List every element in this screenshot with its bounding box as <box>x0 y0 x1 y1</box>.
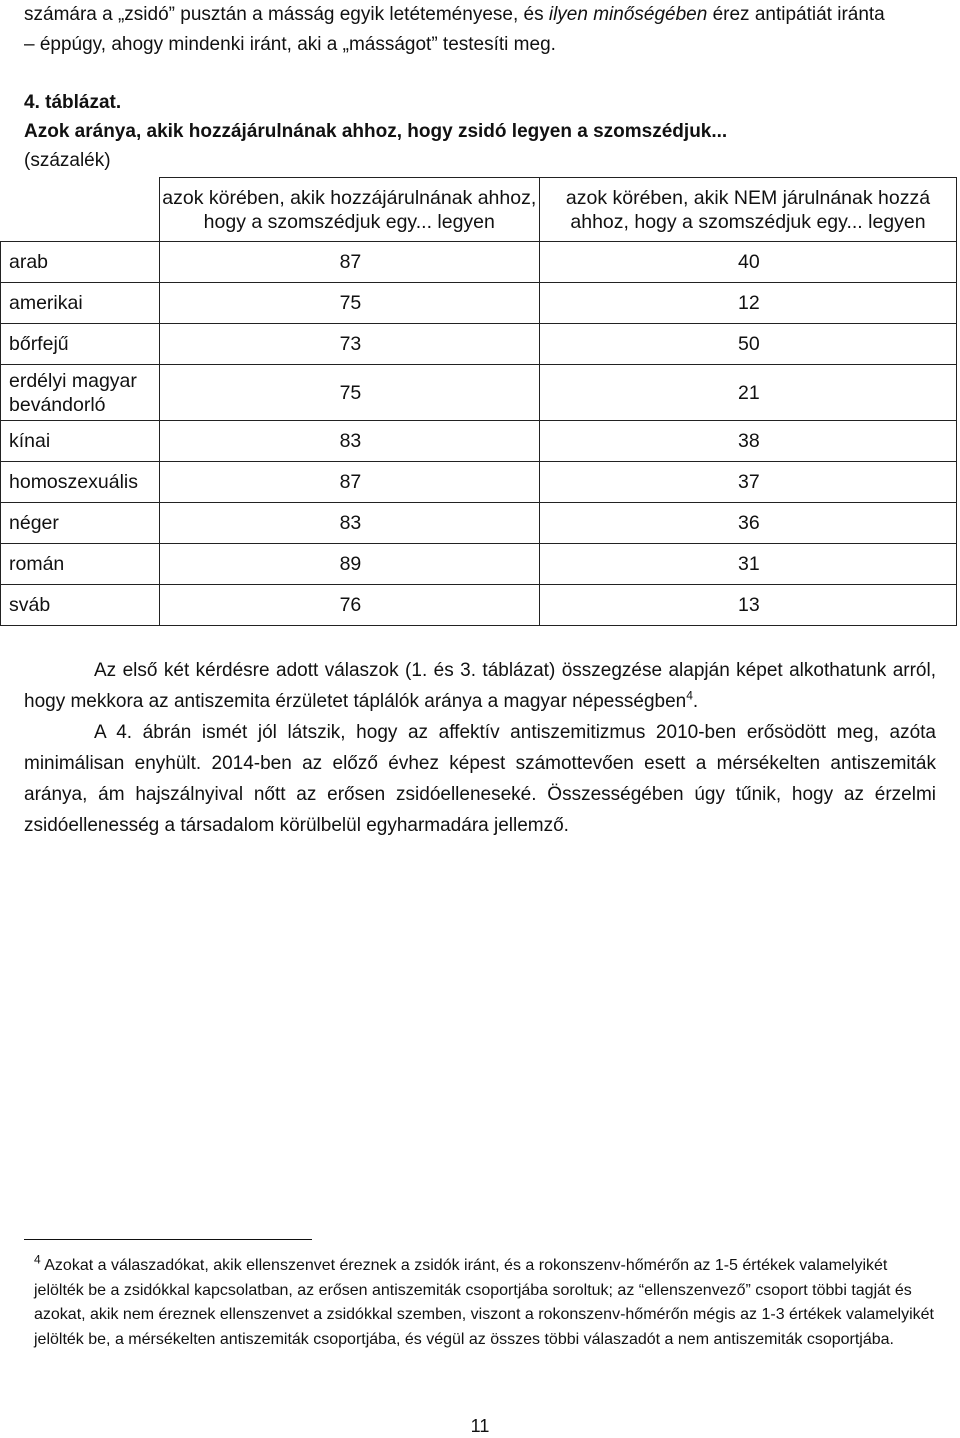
row-value-no: 21 <box>539 365 956 421</box>
intro-line-1-c: érez antipátiát iránta <box>707 4 885 25</box>
table-row <box>1 462 957 503</box>
table-row <box>1 365 957 421</box>
body-text <box>24 655 936 841</box>
paragraph-1 <box>24 655 936 717</box>
row-value-yes: 83 <box>159 503 539 544</box>
footnote-divider <box>24 1239 312 1240</box>
footnote <box>34 1254 934 1352</box>
row-value-no: 36 <box>539 503 956 544</box>
table-row <box>1 585 957 626</box>
table-number: 4. táblázat. <box>24 92 122 113</box>
intro-line-2: – éppúgy, ahogy mindenki iránt, aki a „másságot” testesíti meg. <box>24 34 556 55</box>
page-number: 11 <box>470 1416 490 1436</box>
row-label: homoszexuális <box>1 462 160 503</box>
intro-text <box>24 0 944 60</box>
intro-line-1-italic: ilyen minőségében <box>548 4 708 25</box>
row-value-yes: 89 <box>159 544 539 585</box>
row-label: kínai <box>1 421 160 462</box>
table-row <box>1 283 957 324</box>
row-value-no: 38 <box>539 421 956 462</box>
table-row <box>1 324 957 365</box>
row-value-yes: 83 <box>159 421 539 462</box>
table-row <box>1 544 957 585</box>
table-header-col1: azok körében, akik hozzájárulnának ahhoz, hogy a szomszédjuk egy... legyen <box>159 178 539 242</box>
paragraph-1-text: Az első két kérdésre adott válaszok (1. és 3. táblázat) összegzése alapján képet alkothatunk arról, hogy mekkora az antiszemita érzületet táplálók aránya a magyar népességben <box>24 660 936 712</box>
row-value-yes: 73 <box>159 324 539 365</box>
row-label: bőrfejű <box>1 324 160 365</box>
row-value-no: 50 <box>539 324 956 365</box>
row-value-yes: 75 <box>159 365 539 421</box>
table-row <box>1 242 957 283</box>
row-value-yes: 87 <box>159 462 539 503</box>
row-value-yes: 75 <box>159 283 539 324</box>
paragraph-1-end: . <box>692 691 699 712</box>
table-heading <box>24 88 727 175</box>
footnote-reference: 4 <box>686 688 693 703</box>
row-label: néger <box>1 503 160 544</box>
row-label: erdélyi magyar bevándorló <box>1 365 160 421</box>
intro-line-1-a: számára a „zsidó” pusztán a másság egyik letéteményese, és <box>24 4 549 25</box>
table-row <box>1 503 957 544</box>
row-value-no: 40 <box>539 242 956 283</box>
table-unit: (százalék) <box>24 150 111 171</box>
footnote-text: Azokat a válaszadókat, akik ellenszenvet éreznek a zsidók iránt, és a rokonszenv-hőmérőn az 1-5 értékek valamelyikét jelölték be a zsidókkal kapcsolatban, az erősen antiszemiták csoportjába soroltuk; az “ellenszenvező” csoport többi tagját és azokat, akik nem éreznek ellenszenvet a zsidókkal szemben, viszont a rokonszenv-hőmérőn mégis az 1-3 értékek valamelyikét jelölték be, a mérsékelten antiszemiták csoportjába, és végül az összes többi válaszadót a nem antiszemiták csoportjába. <box>34 1257 934 1348</box>
footnote-paragraph <box>34 1254 934 1352</box>
table-header-row <box>1 178 957 242</box>
data-table <box>0 177 957 626</box>
table-row <box>1 421 957 462</box>
table-header-empty <box>1 178 160 242</box>
row-value-no: 12 <box>539 283 956 324</box>
row-value-no: 31 <box>539 544 956 585</box>
row-value-no: 37 <box>539 462 956 503</box>
intro-line-1 <box>24 0 944 30</box>
paragraph-2: A 4. ábrán ismét jól látszik, hogy az affektív antiszemitizmus 2010-ben erősödött meg, azóta minimálisan enyhült. 2014-ben az előző évhez képest számottevően esett a mérsékelten antiszemiták aránya, ám hajszálnyival nőtt az erősen zsidóelleneseké. Összességében úgy tűnik, hogy az érzelmi zsidóellenesség a társadalom körülbelül egyharmadára jellemző. <box>24 722 936 836</box>
row-label: amerikai <box>1 283 160 324</box>
row-label: sváb <box>1 585 160 626</box>
table-header-col2: azok körében, akik NEM járulnának hozzá ahhoz, hogy a szomszédjuk egy... legyen <box>539 178 956 242</box>
row-value-yes: 76 <box>159 585 539 626</box>
row-label: arab <box>1 242 160 283</box>
table-caption: Azok aránya, akik hozzájárulnának ahhoz, hogy zsidó legyen a szomszédjuk... <box>24 121 728 142</box>
row-value-yes: 87 <box>159 242 539 283</box>
row-value-no: 13 <box>539 585 956 626</box>
row-label: román <box>1 544 160 585</box>
footnote-mark: 4 <box>34 1252 41 1267</box>
